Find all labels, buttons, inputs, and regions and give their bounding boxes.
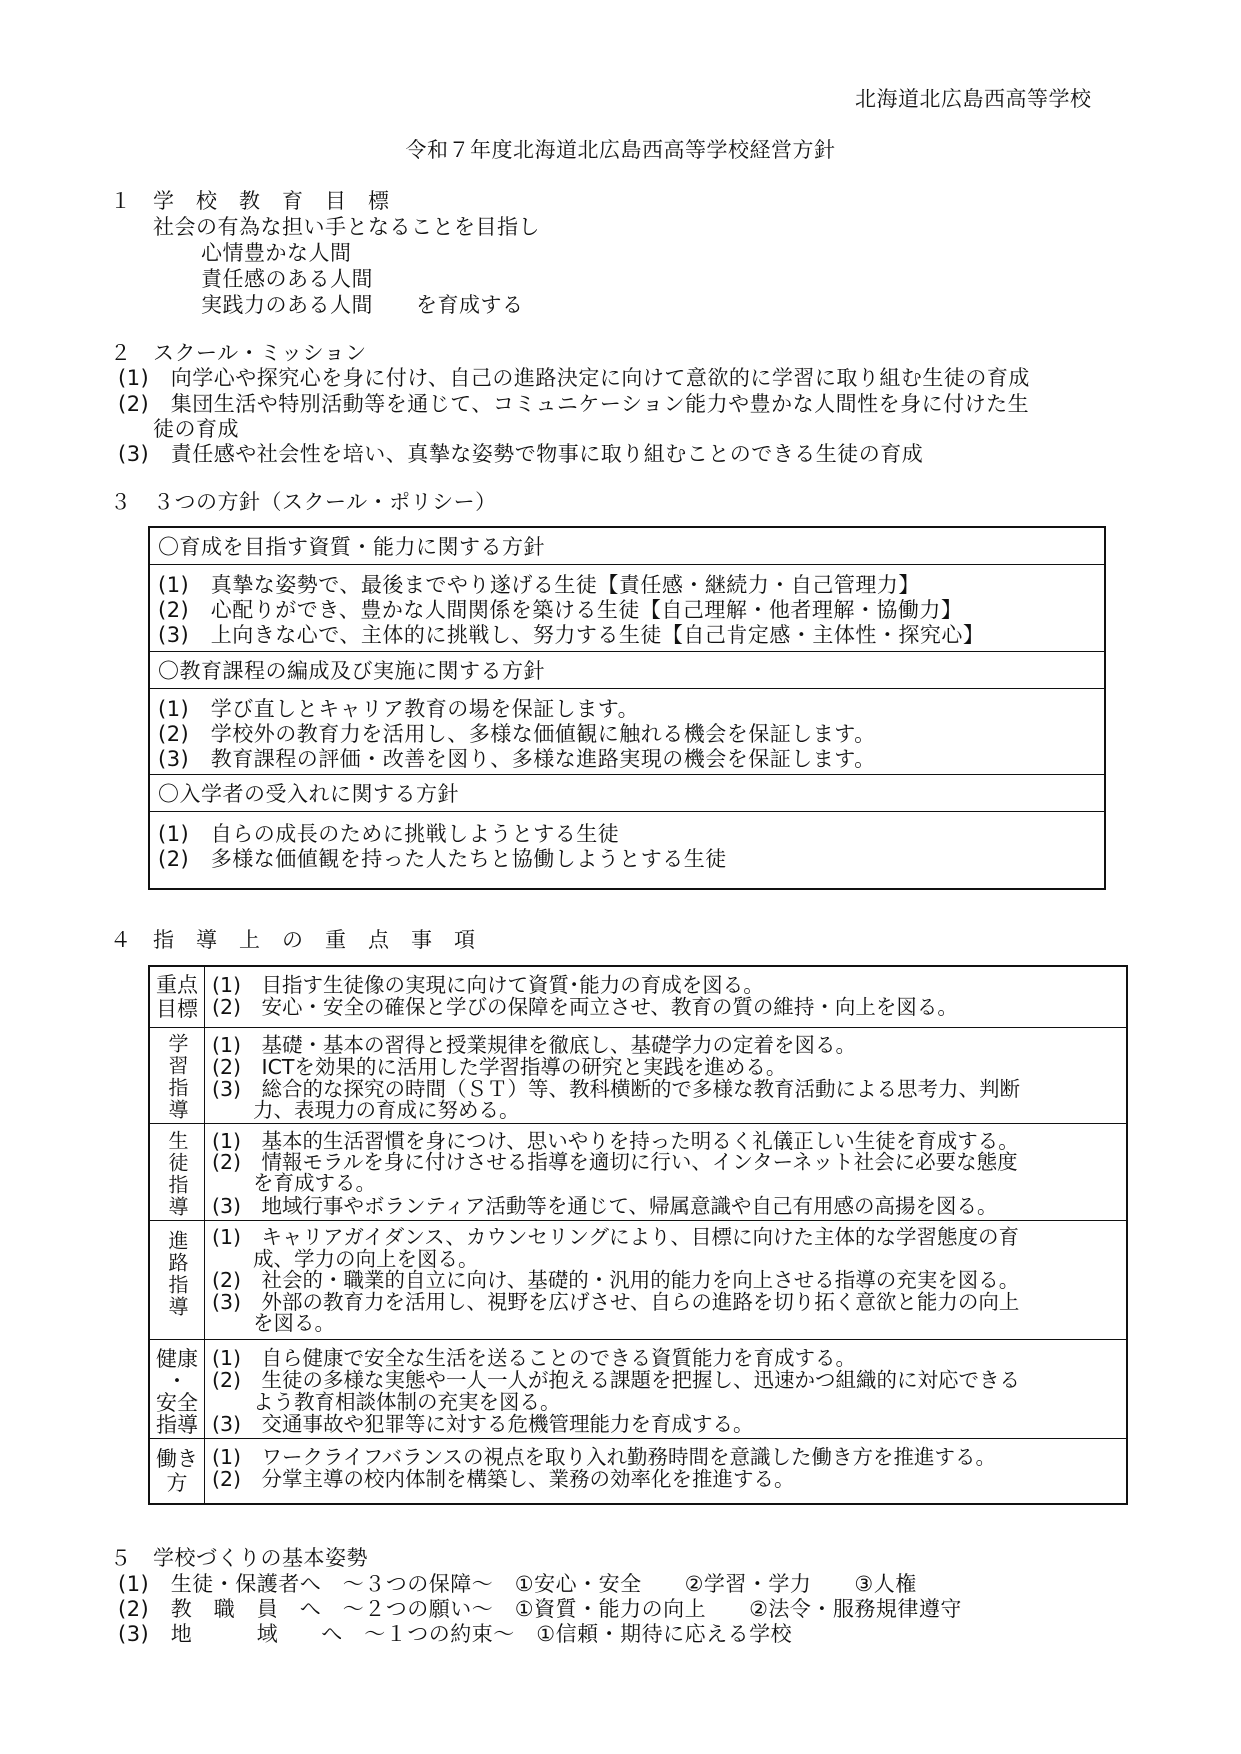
priority-items-table bbox=[148, 965, 1128, 1505]
policy-block-title: 〇入学者の受入れに関する方針 bbox=[158, 782, 459, 806]
mission-line: (2) 集団生活や特別活動等を通じて、コミュニケーション能力や豊かな人間性を身に付けた生 bbox=[118, 392, 1030, 416]
policy-line: (2) 多様な価値観を持った人たちと協働しようとする生徒 bbox=[158, 847, 727, 871]
policy-line: (3) 上向きな心で、主体的に挑戦し、努力する生徒【自己肯定感・主体性・探究心】 bbox=[158, 623, 985, 647]
priority-line: (1) ワークライフバランスの視点を取り入れ勤務時間を意識した働き方を推進する。 bbox=[212, 1445, 997, 1469]
row-category-label: 重点 bbox=[156, 973, 198, 997]
row-category-label: 健康 bbox=[156, 1347, 198, 1371]
priority-line: よう教育相談体制の充実を図る。 bbox=[212, 1390, 561, 1414]
mission-line: (1) 向学心や探究心を身に付け、自己の進路決定に向けて意欲的に学習に取り組む生徒の育成 bbox=[118, 366, 1030, 390]
priority-line: (1) キャリアガイダンス、カウンセリングにより、目標に向けた主体的な学習態度の育 bbox=[212, 1225, 1020, 1249]
table-divider bbox=[150, 1027, 1126, 1028]
row-category-label: 方 bbox=[166, 1471, 188, 1495]
school-name: 北海道北広島西高等学校 bbox=[855, 87, 1092, 111]
priority-line: を図る。 bbox=[212, 1311, 335, 1335]
row-category-label: 安全 bbox=[156, 1391, 198, 1415]
table-divider bbox=[150, 1438, 1126, 1439]
row-category-label: 目標 bbox=[156, 997, 198, 1021]
priority-line: (2) 社会的・職業的自立に向け、基礎的・汎用的能力を向上させる指導の充実を図る。 bbox=[212, 1268, 1020, 1292]
row-category-label: 生徒指導 bbox=[165, 1130, 189, 1218]
priority-line: (1) 基本的生活習慣を身につけ、思いやりを持った明るく礼儀正しい生徒を育成する。 bbox=[212, 1129, 1019, 1153]
table-divider bbox=[150, 1220, 1126, 1221]
table-divider bbox=[150, 688, 1104, 689]
priority-line: を育成する。 bbox=[212, 1171, 376, 1195]
table-divider bbox=[150, 564, 1104, 565]
stance-line: (1) 生徒・保護者へ ～３つの保障～ ①安心・安全 ②学習・学力 ③人権 bbox=[118, 1572, 917, 1596]
row-category-label: 指導 bbox=[156, 1413, 198, 1437]
priority-line: (1) 目指す生徒像の実現に向けて資質･能力の育成を図る。 bbox=[212, 973, 764, 997]
priority-line: (1) 基礎・基本の習得と授業規律を徹底し、基礎学力の定着を図る。 bbox=[212, 1033, 857, 1057]
priority-line: (3) 総合的な探究の時間（ＳＴ）等、教科横断的で多様な教育活動による思考力、判断 bbox=[212, 1077, 1021, 1101]
section-4-heading: ４ 指 導 上 の 重 点 事 項 bbox=[110, 928, 476, 952]
table-column-divider bbox=[204, 967, 205, 1503]
section-2-heading: ２ スクール・ミッション bbox=[110, 341, 367, 365]
table-divider bbox=[150, 1339, 1126, 1340]
table-divider bbox=[150, 1123, 1126, 1124]
priority-line: 成、学力の向上を図る。 bbox=[212, 1247, 479, 1271]
priority-line: (2) 分掌主導の校内体制を構築し、業務の効率化を推進する。 bbox=[212, 1467, 795, 1491]
priority-line: (2) 情報モラルを身に付けさせる指導を適切に行い、インターネット社会に必要な態度 bbox=[212, 1150, 1018, 1174]
goal-item: 実践力のある人間 を育成する bbox=[201, 293, 524, 317]
row-category-label: ・ bbox=[166, 1369, 188, 1393]
policy-line: (1) 真摯な姿勢で、最後までやり遂げる生徒【責任感・継続力・自己管理力】 bbox=[158, 573, 920, 597]
policy-line: (2) 心配りができ、豊かな人間関係を築ける生徒【自己理解・他者理解・協働力】 bbox=[158, 598, 963, 622]
section-3-heading: ３ ３つの方針（スクール・ポリシー） bbox=[110, 490, 497, 514]
priority-line: (1) 自ら健康で安全な生活を送ることのできる資質能力を育成する。 bbox=[212, 1346, 857, 1370]
table-divider bbox=[150, 651, 1104, 652]
mission-line: 徒の育成 bbox=[153, 417, 239, 441]
row-category-label: 進路指導 bbox=[165, 1230, 189, 1318]
table-divider bbox=[150, 774, 1104, 775]
row-category-label: 働き bbox=[156, 1447, 198, 1471]
row-category-label: 学習指導 bbox=[165, 1033, 189, 1121]
priority-line: (2) 安心・安全の確保と学びの保障を両立させ、教育の質の維持・向上を図る。 bbox=[212, 995, 958, 1019]
stance-line: (2) 教 職 員 へ ～２つの願い～ ①資質・能力の向上 ②法令・服務規律遵守 bbox=[118, 1597, 962, 1621]
priority-line: (3) 地域行事やボランティア活動等を通じて、帰属意識や自己有用感の高揚を図る。 bbox=[212, 1194, 998, 1218]
priority-line: (3) 外部の教育力を活用し、視野を広げさせ、自らの進路を切り拓く意欲と能力の向上 bbox=[212, 1290, 1020, 1314]
policy-block-title: 〇育成を目指す資質・能力に関する方針 bbox=[158, 535, 545, 559]
table-divider bbox=[150, 811, 1104, 812]
goal-item: 心情豊かな人間 bbox=[201, 241, 352, 265]
priority-line: (2) ICTを効果的に活用した学習指導の研究と実践を進める。 bbox=[212, 1055, 787, 1079]
policy-line: (1) 学び直しとキャリア教育の場を保証します。 bbox=[158, 697, 640, 721]
policy-line: (3) 教育課程の評価・改善を図り、多様な進路実現の機会を保証します。 bbox=[158, 747, 876, 771]
priority-line: (3) 交通事故や犯罪等に対する危機管理能力を育成する。 bbox=[212, 1412, 754, 1436]
section-1-heading: １ 学 校 教 育 目 標 bbox=[110, 189, 390, 213]
stance-line: (3) 地 域 へ ～１つの約束～ ①信頼・期待に応える学校 bbox=[118, 1622, 793, 1646]
school-policy-table bbox=[148, 526, 1106, 890]
document-title: 令和７年度北海道北広島西高等学校経営方針 bbox=[405, 138, 836, 162]
policy-block-title: 〇教育課程の編成及び実施に関する方針 bbox=[158, 659, 545, 683]
priority-line: 力、表現力の育成に努める。 bbox=[212, 1098, 520, 1122]
mission-line: (3) 責任感や社会性を培い、真摯な姿勢で物事に取り組むことのできる生徒の育成 bbox=[118, 442, 924, 466]
section-1-intro: 社会の有為な担い手となることを目指し bbox=[153, 215, 540, 239]
policy-line: (1) 自らの成長のために挑戦しようとする生徒 bbox=[158, 822, 620, 846]
policy-line: (2) 学校外の教育力を活用し、多様な価値観に触れる機会を保証します。 bbox=[158, 722, 876, 746]
section-5-heading: ５ 学校づくりの基本姿勢 bbox=[110, 1546, 368, 1570]
goal-item: 責任感のある人間 bbox=[201, 267, 373, 291]
priority-line: (2) 生徒の多様な実態や一人一人が抱える課題を把握し、迅速かつ組織的に対応できる bbox=[212, 1368, 1021, 1392]
